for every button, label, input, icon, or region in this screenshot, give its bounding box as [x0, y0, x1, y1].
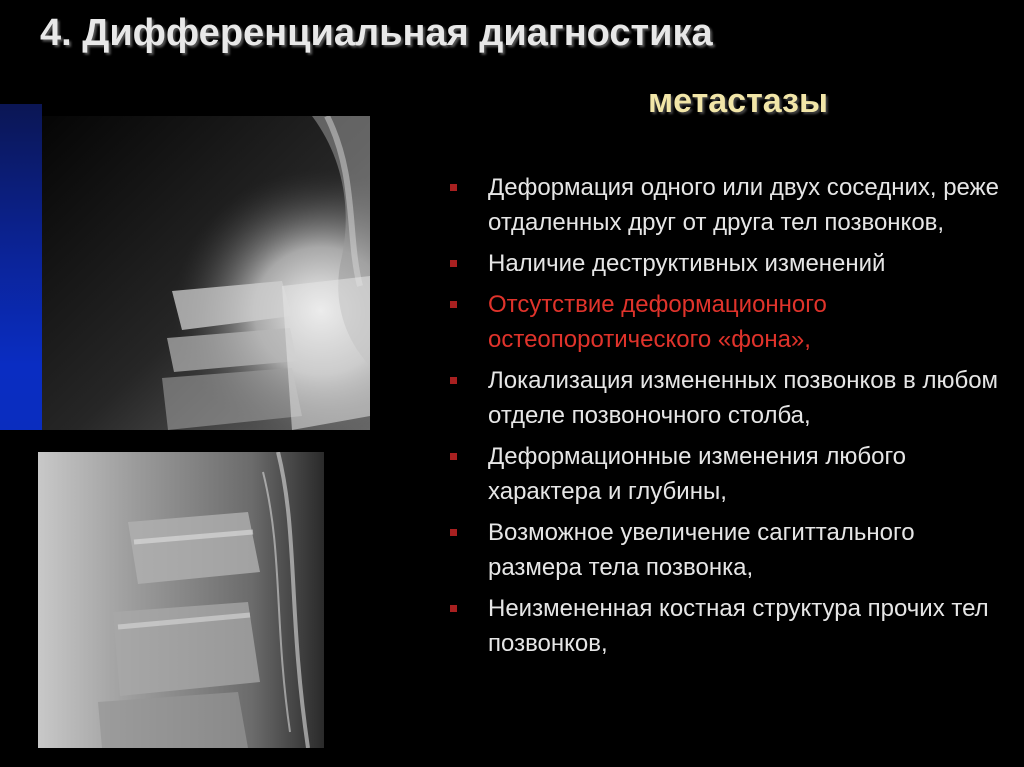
accent-band	[0, 104, 42, 430]
bullet-text: Отсутствие деформационного остеопоротического «фона»,	[488, 291, 827, 353]
slide-subtitle: метастазы	[648, 82, 828, 120]
slide-title: 4. Дифференциальная диагностика	[40, 12, 713, 54]
bullet-marker	[450, 301, 457, 308]
bullet-item	[448, 439, 1008, 509]
bullet-marker	[450, 453, 457, 460]
bullet-item-highlight	[448, 287, 1008, 357]
bullet-marker	[450, 529, 457, 536]
bullet-item	[448, 246, 1008, 281]
bullet-item	[448, 170, 1008, 240]
bullet-marker	[450, 605, 457, 612]
bullet-list	[448, 170, 1008, 667]
bullet-text: Возможное увеличение сагиттального размера тела позвонка,	[488, 519, 915, 581]
bullet-marker	[450, 377, 457, 384]
spine-xray-bottom	[38, 452, 324, 748]
bullet-text: Деформация одного или двух соседних, реже отдаленных друг от друга тел позвонков,	[488, 174, 1000, 236]
bullet-text: Наличие деструктивных изменений	[488, 250, 886, 277]
bullet-text: Неизмененная костная структура прочих тел позвонков,	[488, 595, 989, 657]
bullet-marker	[450, 184, 457, 191]
bullet-item	[448, 515, 1008, 585]
bullet-text: Деформационные изменения любого характера и глубины,	[488, 443, 907, 505]
spine-xray-top	[42, 116, 370, 430]
bullet-marker	[450, 260, 457, 267]
bullet-item	[448, 363, 1008, 433]
bullet-text: Локализация измененных позвонков в любом отделе позвоночного столба,	[488, 367, 999, 429]
bullet-item	[448, 591, 1008, 661]
